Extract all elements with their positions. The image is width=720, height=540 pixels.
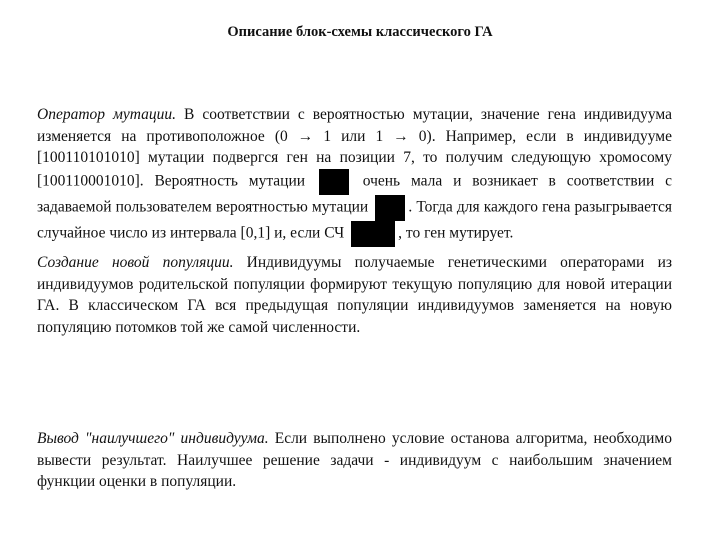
redacted-formula	[375, 195, 405, 221]
redacted-formula	[319, 169, 349, 195]
document-title: Описание блок-схемы классического ГА	[227, 24, 493, 40]
redacted-formula	[351, 221, 395, 247]
paragraph-text: , то ген мутирует.	[398, 224, 514, 242]
paragraph-text: . Тогда для каждого гена разыгрывается случайное число из интервала [0,1] и, если СЧ	[37, 198, 672, 242]
paragraph-new-population	[37, 252, 672, 338]
paragraph-heading: Вывод "наилучшего" индивидуума.	[37, 430, 269, 447]
paragraph-best-individual	[37, 428, 672, 493]
paragraph-text: очень мала и возникает в соответствии с задаваемой пользователем вероятностью мутации	[37, 172, 672, 216]
paragraph-text: В соответствии с вероятностью мутации, значение гена индивидуума изменяется на противоположное (0 → 1 или 1 → 0). Например, если в индивидууме [100110101010] мутации подвергся ген на позиции 7, то получим следующую хромосому [100110001010]. Вероятность мутации	[37, 106, 672, 190]
paragraph-heading: Создание новой популяции.	[37, 254, 234, 271]
paragraph-text: Индивидуумы получаемые генетическими операторами из индивидуумов родительской популяции формируют текущую популяцию для новой итерации ГА. В классическом ГА вся предыдущая популяции индивидуумов заменяется на новую популяцию потомков той же самой численности.	[37, 254, 672, 336]
paragraph-text: Если выполнено условие останова алгоритма, необходимо вывести результат. Наилучшее решение задачи - индивидуум с наибольшим значением функции оценки в популяции.	[37, 430, 672, 490]
paragraph-mutation	[37, 104, 672, 247]
paragraph-heading: Оператор мутации.	[37, 106, 177, 123]
